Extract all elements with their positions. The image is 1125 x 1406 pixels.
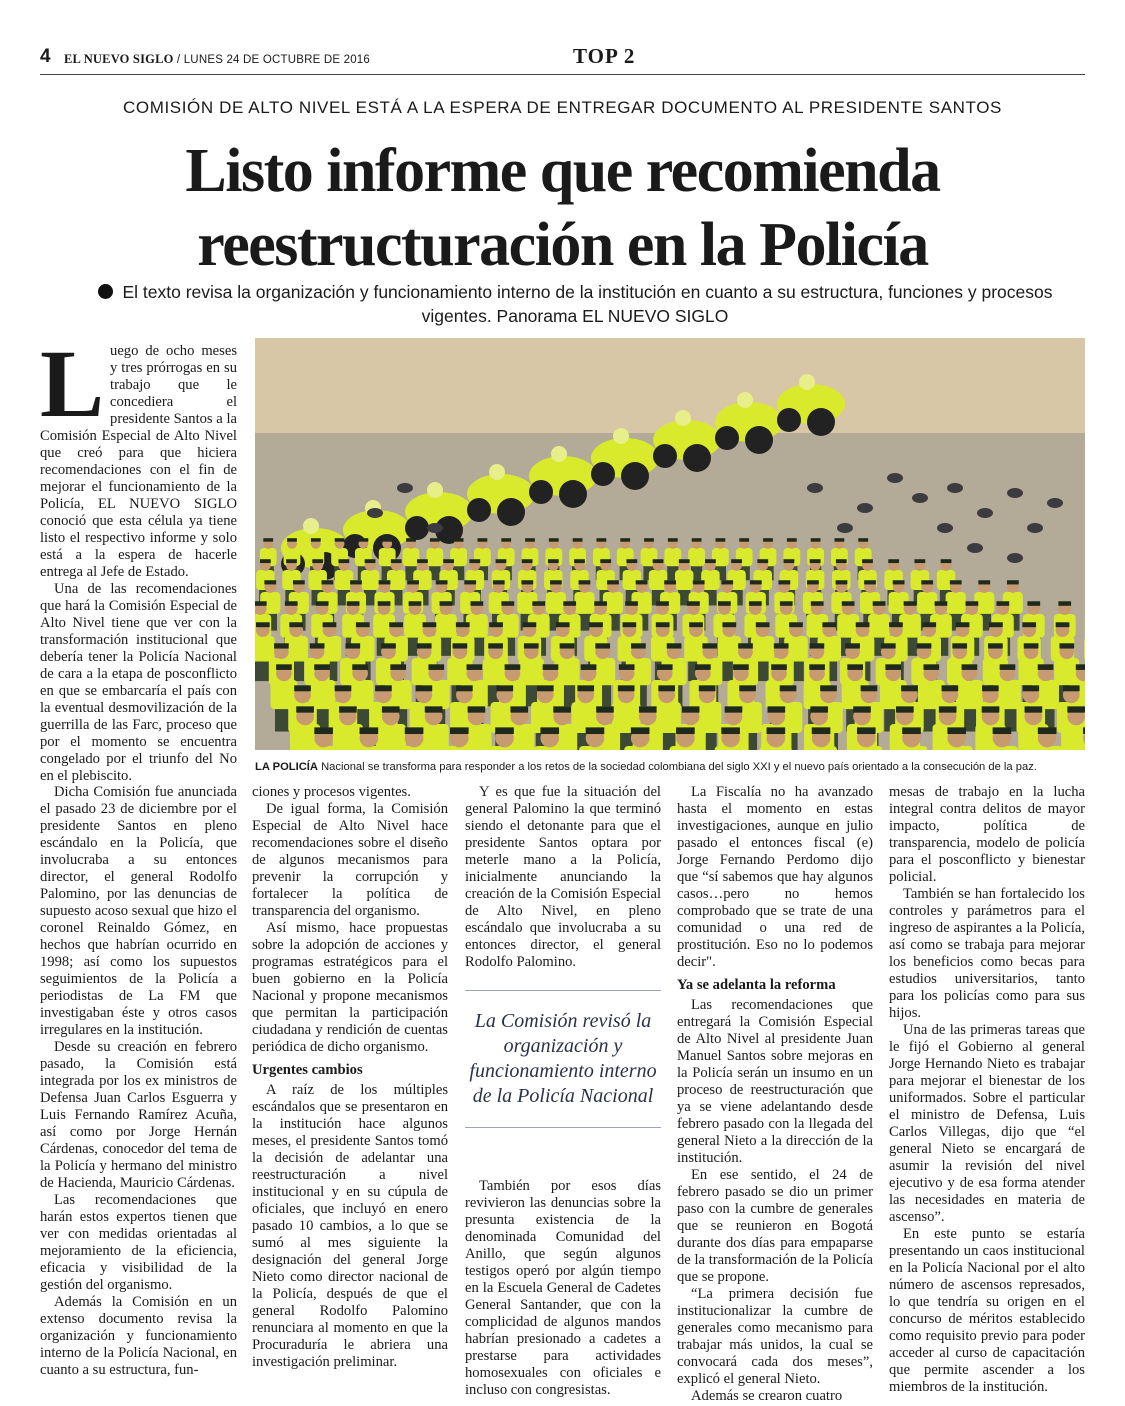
article-kicker: COMISIÓN DE ALTO NIVEL ESTÁ A LA ESPERA DE ENTREGAR DOCUMENTO AL PRESIDENTE SANTOS bbox=[123, 98, 1002, 117]
paragraph: En ese sentido, el 24 de febrero pasado se dio un primer paso con la cumbre de generales que se reunieron en Bogotá durante dos días para empaparse de la transformación de la Policía que se propone. bbox=[677, 1167, 873, 1285]
paragraph: En este punto se estaría presentando un caos institucional en la Policía Nacional por el alto número de ascensos represados, lo que tendría su origen en el concurso de méritos establecido como requisito previo para poder acceder al curso de capacitación que permite ascender a los miembros de la institución. bbox=[889, 1226, 1085, 1395]
news-photo bbox=[255, 338, 1085, 750]
column-5 bbox=[889, 784, 1085, 1396]
subheading: Ya se adelanta la reforma bbox=[677, 977, 836, 993]
column-3-bottom bbox=[465, 1178, 661, 1399]
caption-text: Nacional se transforma para responder a los retos de la sociedad colombiana del siglo XXI y el nuevo país orientado a la consecución de la paz. bbox=[317, 761, 1037, 773]
drop-cap: L bbox=[40, 330, 105, 437]
paragraph: uego de ocho meses y tres prórrogas en su trabajo que le concediera el presidente Santos a la Comisión Especial de Alto Nivel que creó para que hiciera recomendaciones con el fin de mejorar el funcionamiento de la Policía, EL NUEVO SIGLO conoció que esta célula ya tiene listo el respectivo informe y solo está a la espera de hacerle entrega al Jefe de Estado. bbox=[40, 343, 237, 580]
column-1-top bbox=[40, 330, 237, 785]
pigeon bbox=[807, 483, 823, 493]
paragraph: Las recomendaciones que entregará la Comisión Especial de Alto Nivel al presidente Juan Manuel Santos sobre mejoras en la Policía serán un insumo en un proceso de reestructuración que ya se viene adelantando desde febrero pasado con la llegada del general Nieto a la dirección de la institución. bbox=[677, 997, 873, 1166]
pigeon bbox=[937, 523, 953, 533]
paragraph: Dicha Comisión fue anunciada el pasado 23 de diciembre por el presidente Santos en pleno escándalo en la Policía, que involucraba a su entonces director, el general Rodolfo Palomino, por las denuncias de supuesto acoso sexual que hizo el coronel Reinaldo Gómez, en hechos que habrían ocurrido en 1998; así como los supuestos seguimientos de la Policía a periodistas de La FM que investigaban éste y otros casos irregulares en la institución. bbox=[40, 784, 237, 1038]
paragraph: Así mismo, hace propuestas sobre la adopción de acciones y programas estratégicos para el buen gobierno en la Policía Nacional y propone mecanismos que permitan la participación ciudadana y rendición de cuentas periódica de dicho organismo. bbox=[252, 920, 448, 1055]
paragraph: La Fiscalía no ha avanzado hasta el momento en estas investigaciones, aunque en julio pasado el entonces fiscal (e) Jorge Fernando Perdomo dijo que “sí sabemos que hay algunos casos…pero no hemos comprobado que se trate de una comunidad o una red de prostitución. Eso no lo podemos decir". bbox=[677, 784, 873, 970]
headline-line-1: Listo informe que recomienda bbox=[185, 137, 940, 205]
pigeon bbox=[1007, 488, 1023, 498]
pigeon bbox=[967, 543, 983, 553]
police-formation-illustration bbox=[255, 338, 1085, 750]
page-number: 4 bbox=[40, 46, 51, 67]
paragraph: Desde su creación en febrero pasado, la Comisión está integrada por los ex ministros de Defensa Juan Carlos Esguerra y Luis Fernando Ramírez Acuña, así como por Jorge Hernán Cárdenas, conocedor del tema de la Policía y hermano del ministro de Hacienda, Mauricio Cárdenas. bbox=[40, 1039, 237, 1191]
pigeon bbox=[1027, 523, 1043, 533]
column-2 bbox=[252, 784, 448, 1371]
paper-date-line bbox=[64, 52, 370, 67]
paragraph: Las recomendaciones que harán estos expertos tienen que ver con medidas orientadas al mejoramiento de la eficiencia, eficacia y visibilidad de la gestión del organismo. bbox=[40, 1192, 237, 1293]
photo-caption bbox=[255, 760, 1085, 774]
paragraph: ciones y procesos vigentes. bbox=[252, 784, 411, 800]
section-label: TOP 2 bbox=[573, 44, 636, 68]
pigeon bbox=[837, 523, 853, 533]
pigeon bbox=[947, 483, 963, 493]
pigeon bbox=[977, 508, 993, 518]
headline-line-2: reestructuración en la Policía bbox=[197, 211, 928, 279]
pigeon bbox=[912, 493, 928, 503]
pigeon bbox=[887, 473, 903, 483]
paragraph: También por esos días revivieron las denuncias sobre la presunta existencia de la denominada Comunidad del Anillo, que según algunos testigos operó por algún tiempo en la Escuela General de Cadetes General Santander, que con la complicidad de algunos mandos habrían presionado a cadetes a prestarse para actividades homosexuales con oficiales e incluso con congresistas. bbox=[465, 1178, 661, 1398]
paragraph: Y es que fue la situación del general Palomino la que terminó siendo el detonante para que el presidente Santos optara por meterle mano a la Policía, inicialmente anunciando la creación de la Comisión Especial de Alto Nivel, en pleno escándalo que involucraba a su entonces director, el general Rodolfo Palomino. bbox=[465, 784, 661, 970]
paragraph: Una de las primeras tareas que le fijó el Gobierno al general Jorge Hernando Nieto es trabajar para mejorar el bienestar de los uniformados. Sobre el particular el ministro de Defensa, Luis Carlos Villegas, dijo que “el general Nieto se encargará de asumir la revisión del nivel ejecutivo y de esa forma atender las necesidades en materia de ascenso”. bbox=[889, 1022, 1085, 1225]
pigeon bbox=[1007, 553, 1023, 563]
column-1-bottom bbox=[40, 784, 237, 1379]
caption-lead: LA POLICÍA bbox=[255, 761, 318, 773]
pigeon bbox=[857, 503, 873, 513]
pigeon bbox=[1047, 498, 1063, 508]
paragraph: A raíz de los múltiples escándalos que se presentaron en la institución hace algunos meses, el presidente Santos tomó la decisión de adelantar una reestructuración a nivel institucional y en su cúpula de oficiales, que incluyó en enero pasado 10 cambios, a lo que se sumó al mes siguiente la designación del general Jorge Nieto como director nacional de la Policía, después de que el general Rodolfo Palomino renunciara al momento en que la Procuraduría le abriera una investigación preliminar. bbox=[252, 1082, 448, 1370]
bullet-icon bbox=[98, 284, 113, 299]
paragraph: También se han fortalecido los controles y parámetros para el ingreso de aspirantes a la Policía, así como se trabaja para mejorar los beneficios como becas para estudios universitarios, tanto para los policías como para sus hijos. bbox=[889, 886, 1085, 1021]
paragraph: “La primera decisión fue institucionalizar la cumbre de generales como mecanismo para trabajar más unidos, la cual se convocará cada dos meses”, explicó el general Nieto. bbox=[677, 1286, 873, 1387]
pigeon bbox=[427, 523, 443, 533]
page-header bbox=[40, 44, 1085, 75]
subheading: Urgentes cambios bbox=[252, 1062, 363, 1078]
pull-quote: La Comisión revisó la organización y funcionamiento interno de la Policía Nacional bbox=[465, 990, 661, 1128]
paragraph: mesas de trabajo en la lucha integral contra delitos de mayor impacto, política de transparencia, modelo de policía para el posconflicto y bienestar policial. bbox=[889, 784, 1085, 885]
paragraph: De igual forma, la Comisión Especial de Alto Nivel hace recomendaciones sobre el diseño de algunos mecanismos para prevenir la corrupción y fortalecer la política de transparencia del organismo. bbox=[252, 801, 448, 919]
paragraph: Además se crearon cuatro bbox=[691, 1388, 843, 1404]
paragraph: Una de las recomendaciones que hará la Comisión Especial de Alto Nivel tiene que ver con la transformación institucional que debería tener la Policía Nacional de cara a la etapa de posconflicto en que se embarcaría el país con la eventual desmovilización de la guerrilla de las Farc, proceso que por el momento se encuentra congelado por el triunfo del No en el plebiscito. bbox=[40, 581, 237, 784]
column-4 bbox=[677, 784, 873, 1405]
pigeon bbox=[367, 508, 383, 518]
article-deck bbox=[80, 280, 1070, 328]
paragraph: Además la Comisión en un extenso documento revisa la organización y funcionamiento interno de la Policía Nacional, en cuanto a su estructura, fun- bbox=[40, 1294, 237, 1378]
column-3 bbox=[465, 784, 661, 971]
paper-name: EL NUEVO SIGLO bbox=[64, 52, 174, 66]
deck-text: El texto revisa la organización y funcionamiento interno de la institución en cuanto a su estructura, funciones y procesos vigentes. Panorama EL NUEVO SIGLO bbox=[122, 282, 1053, 326]
article-headline bbox=[100, 134, 1025, 282]
date-line: / LUNES 24 DE OCTUBRE DE 2016 bbox=[173, 54, 370, 66]
pigeon bbox=[397, 483, 413, 493]
